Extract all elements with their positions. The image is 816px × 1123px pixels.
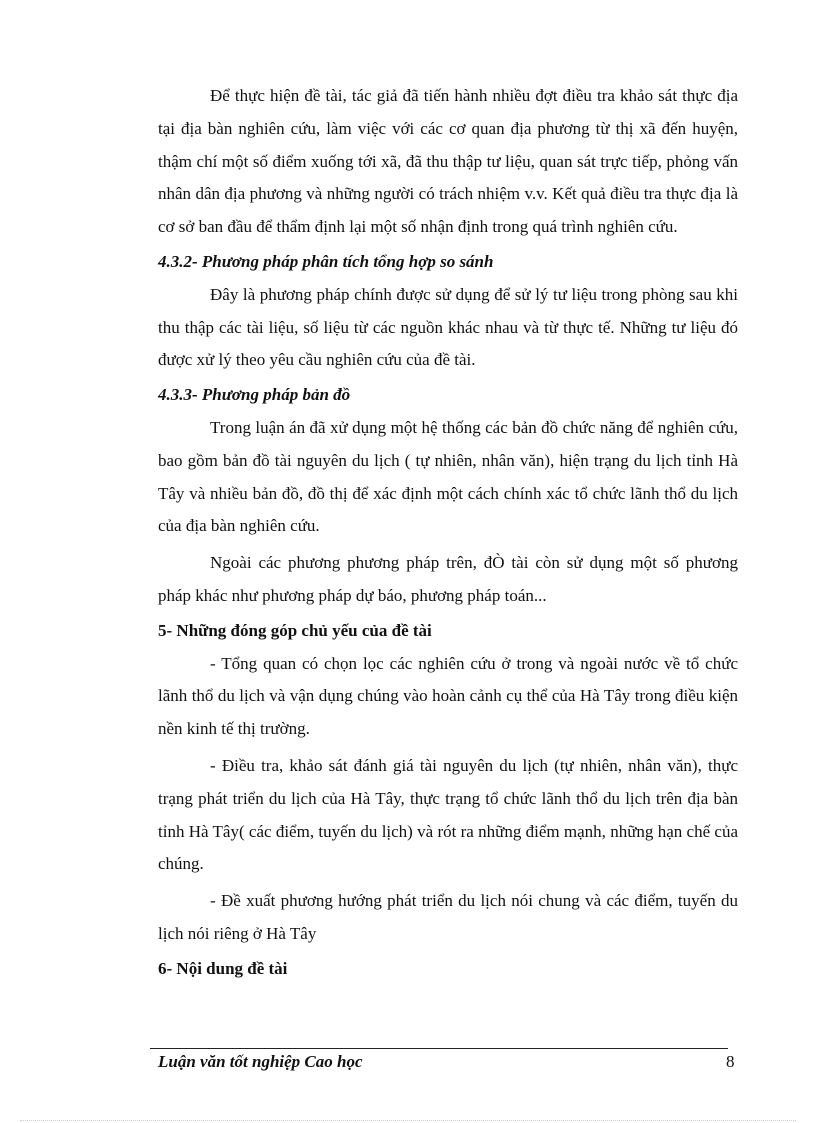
paragraph-other-methods: Ngoài các phương phương pháp trên, đÒ tài còn sử dụng một số phương pháp khác như phương pháp dự báo, phương pháp toán... [158,553,738,605]
paragraph-synthesis-method: Đây là phương pháp chính được sử dụng để sử lý tư liệu trong phòng sau khi thu thập các tài liệu, số liệu từ các nguồn khác nhau và từ thực tế. Những tư liệu đó được xử lý theo yêu cầu nghiên cứu của đề tài. [158,284,738,370]
paragraph-field-survey: Để thực hiện đề tài, tác giả đã tiến hành nhiều đợt điều tra khảo sát thực địa tại địa bàn nghiên cứu, làm việc với các cơ quan địa phương từ thị xã đến huyện, thậm chí một số điểm xuống tới xã, đã thu thập tư liệu, quan sát trực tiếp, phỏng vấn nhân dân địa phương và những người có trách nhiệm v.v. Kết quả điều tra thực địa là cơ sở ban đầu để thẩm định lại một số nhận định trong quá trình nghiên cứu. [158,86,738,237]
paragraph-map-method: Trong luận án đã xử dụng một hệ thống các bản đồ chức năng để nghiên cứu, bao gồm bản đồ tài nguyên du lịch ( tự nhiên, nhân văn), hiện trạng du lịch tỉnh Hà Tây và nhiều bản đồ, đồ thị để xác định một cách chính xác tổ chức lãnh thổ du lịch của địa bàn nghiên cứu. [158,417,738,536]
page-number: 8 [726,1052,735,1071]
heading-4-3-3: 4.3.3- Phương pháp bản đồ [158,385,351,405]
page-bottom-edge [20,1120,796,1121]
page-body [158,80,738,986]
heading-section-6: 6- Nội dung đề tài [158,958,288,978]
heading-4-3-2: 4.3.2- Phương pháp phân tích tổng hợp so sánh [158,251,494,271]
footer-divider [150,1048,728,1049]
footer-title: Luận văn tốt nghiệp Cao học [158,1052,363,1071]
contribution-item-3: - Đề xuất phương hướng phát triển du lịch nói chung và các điểm, tuyến du lịch nói riêng ở Hà Tây [158,891,738,943]
contribution-item-2: - Điều tra, khảo sát đánh giá tài nguyên du lịch (tự nhiên, nhân văn), thực trạng phát triển du lịch của Hà Tây, thực trạng tổ chức lãnh thổ du lịch trên địa bàn tỉnh Hà Tây( các điểm, tuyến du lịch) và rót ra những điểm mạnh, những hạn chế của chúng. [158,755,738,874]
contribution-item-1: - Tổng quan có chọn lọc các nghiên cứu ở trong và ngoài nước về tổ chức lãnh thổ du lịch và vận dụng chúng vào hoàn cảnh cụ thể của Hà Tây trong điều kiện nền kinh tế thị trường. [158,653,738,739]
heading-section-5: 5- Những đóng góp chủ yếu của đề tài [158,620,432,640]
